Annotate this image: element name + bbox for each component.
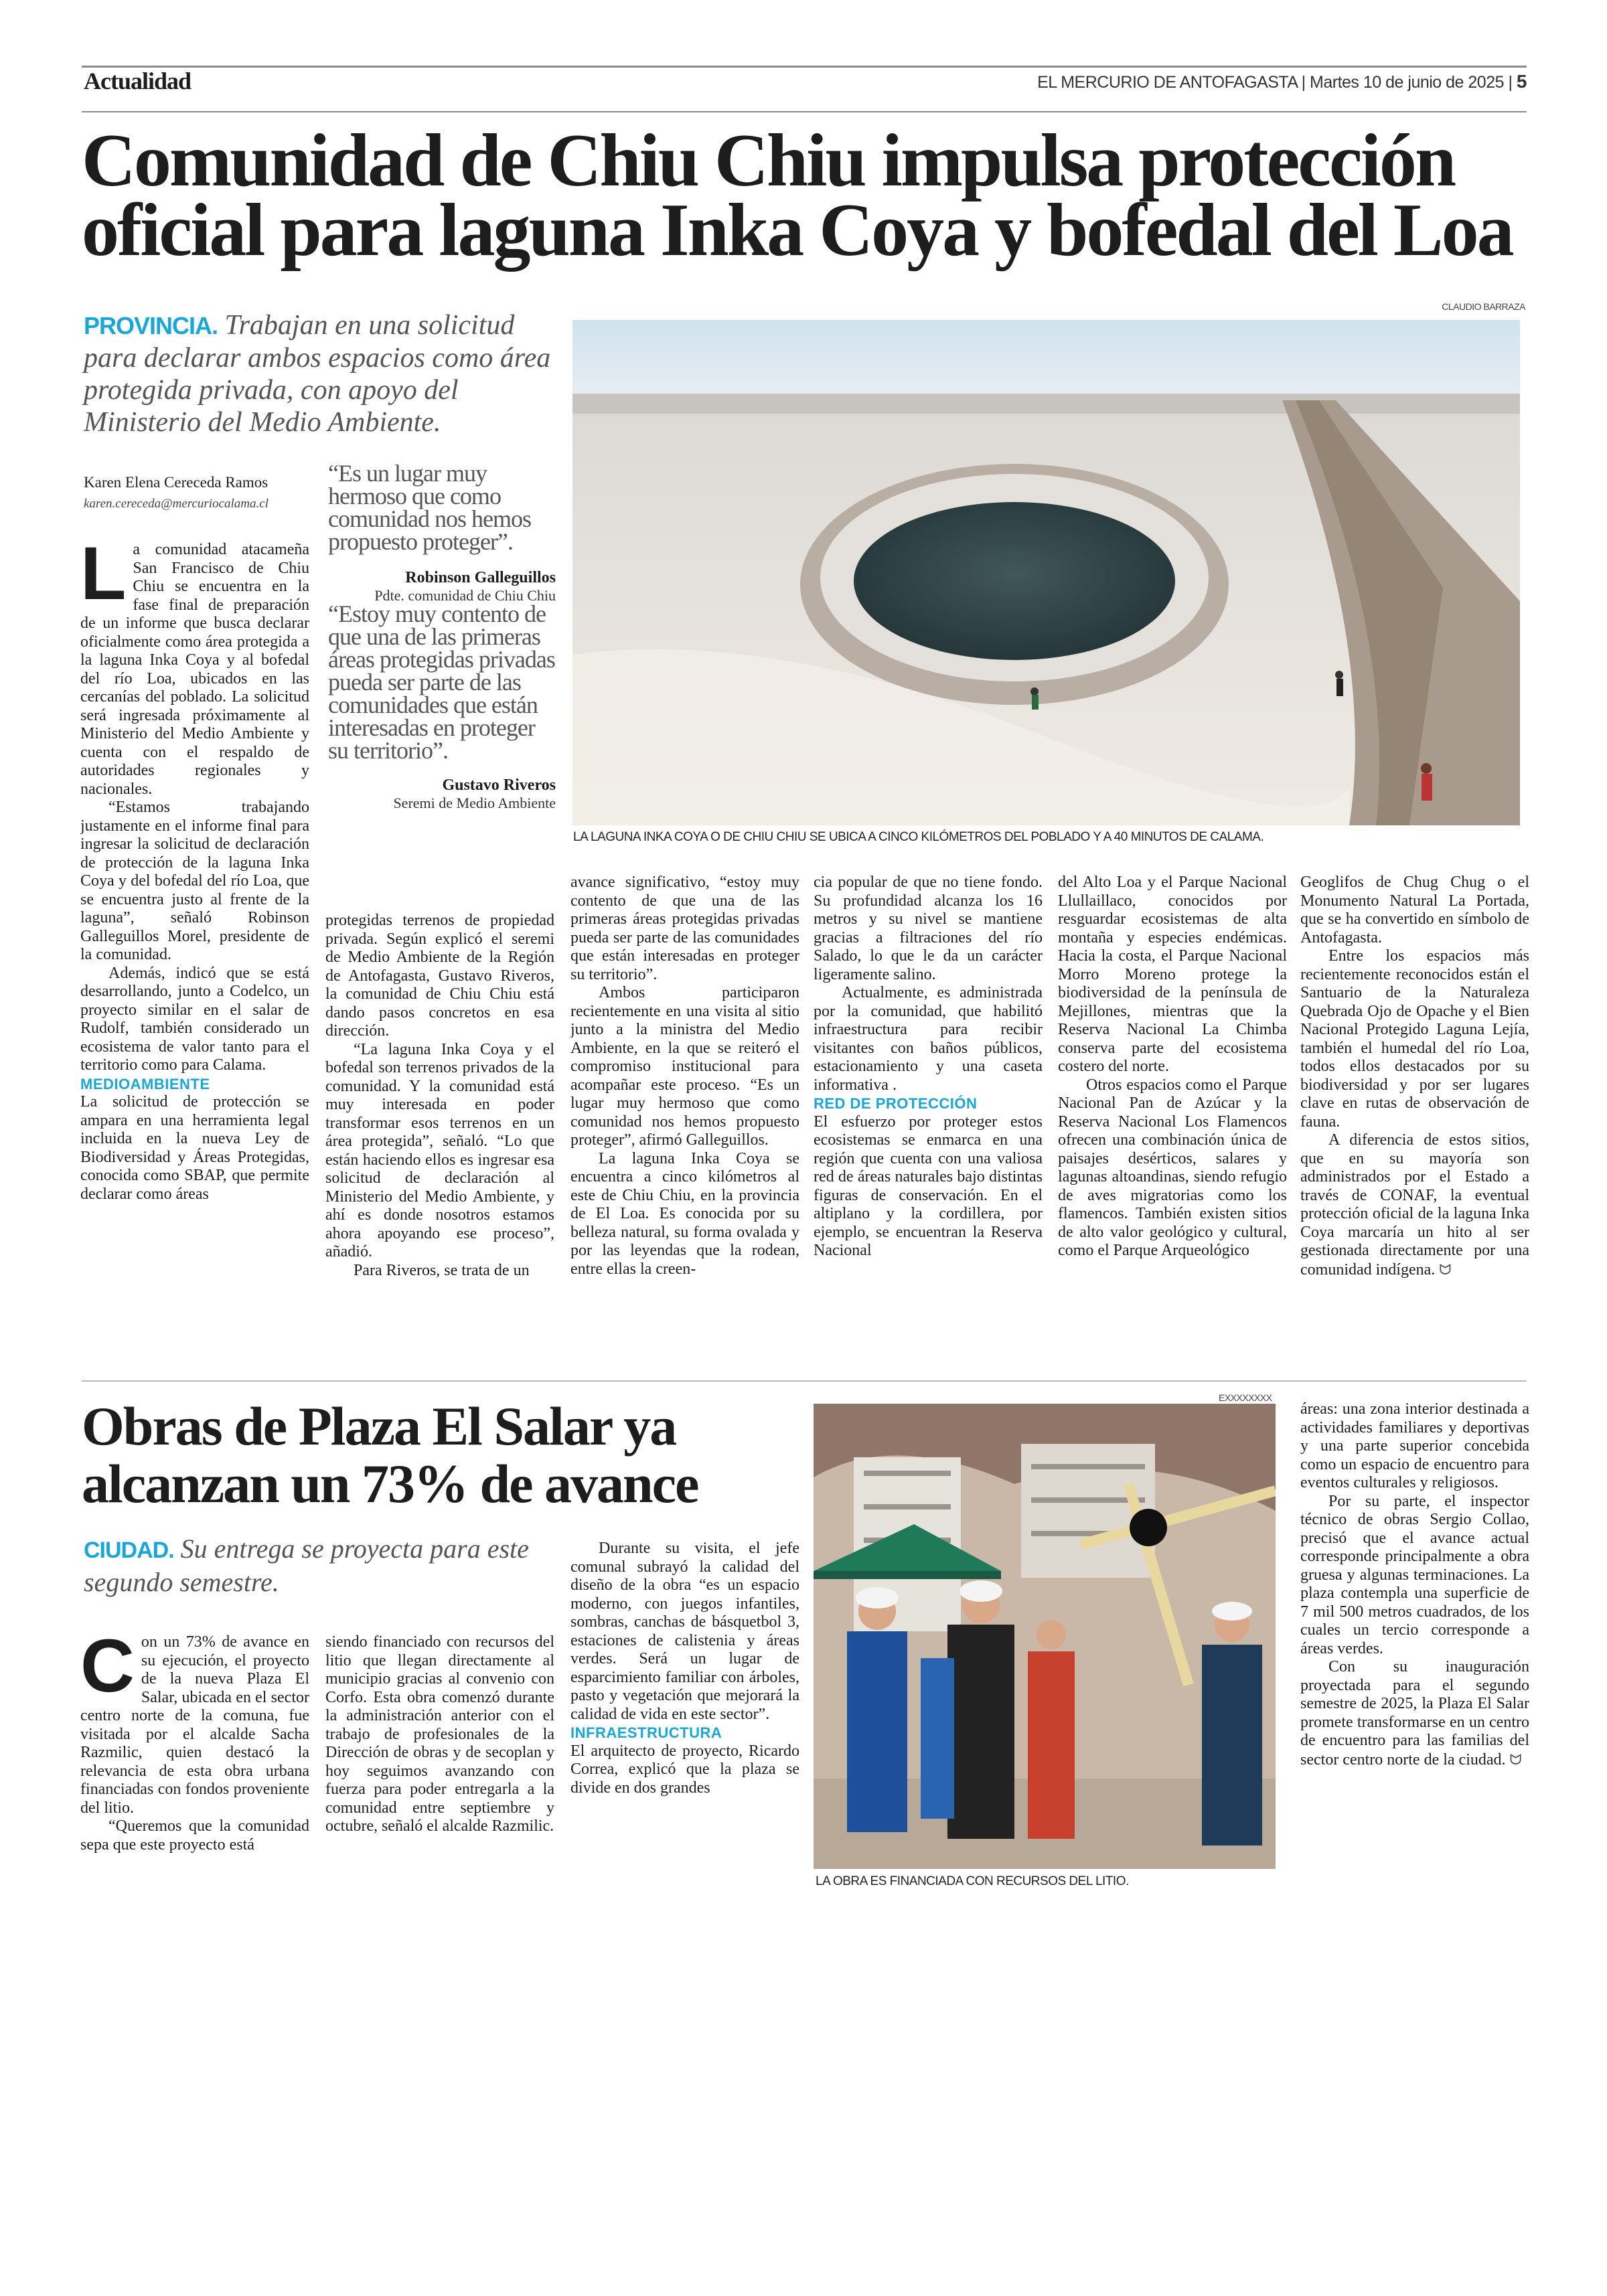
drop-cap: L [80,541,127,615]
article1-deck-text: Trabajan en una solicitud para declarar ambos espacios como área protegida privada, con apoyo del Ministerio del Medio Ambiente. [84,310,551,438]
end-of-article-icon: ᗢ [1439,1260,1452,1278]
quote-author: Robinson Galleguillos [405,569,556,586]
article1-headline [82,119,1555,272]
masthead: EL MERCURIO DE ANTOFAGASTA | Martes 10 de junio de 2025 | 5 [1037,71,1527,92]
publication-name: EL MERCURIO DE ANTOFAGASTA [1037,73,1298,92]
author-email[interactable]: karen.cereceda@mercuriocalama.cl [84,497,269,511]
headline-line-1: Comunidad de Chiu Chiu impulsa protección [82,119,1455,202]
quote-text: “Es un lugar muy hermoso que como comunidad nos hemos propuesto proteger”. [328,460,531,555]
paragraph: Además, indicó que se está desarrollando, junto a Codelco, un proyecto similar en el salar de Rudolf, también considerado un ecosistema de valor tanto para el territorio como para Calama. [80,964,309,1074]
photo1-credit: CLAUDIO BARRAZA [1442,301,1525,312]
pull-quote-2 [328,602,556,812]
photo-laguna-inka-coya [572,320,1520,825]
paragraph: A diferencia de estos sitios, que en su mayoría son administrados por el Estado a través de CONAF, la eventual protección oficial de la laguna Inka Coya marcaría un hito al ser gestionada directamente por una comunidad indígena. [1300,1131,1529,1279]
paragraph: a comunidad atacameña San Francisco de Chiu Chiu se encuentra en la fase final de preparación de un informe que busca declarar oficialmente como área protegida a la laguna Inka Coya y al bofedal del río Loa, ubicados en las cercanías del poblado. La solicitud será ingresada próximamente al Ministerio del Medio Ambiente y cuenta con el respaldo de autoridades regionales y nacionales. [80,541,309,798]
article1-column-6 [1300,874,1529,1371]
headline-line-1: Obras de Plaza El Salar ya [82,1396,676,1457]
headline-line-2: alcanzan un 73% de avance [82,1453,698,1514]
paragraph: El esfuerzo por proteger estos ecosistemas se enmarca en una región que cuenta con una valiosa red de áreas naturales bajo distintas figuras de conservación. En el altiplano y la cordillera, por ejemplo, se encuentran la Reserva Nacional [814,1113,1043,1259]
paragraph: avance significativo, “estoy muy contento de que una de las primeras áreas protegidas privadas pueda ser parte de las comunidades que están interesadas en proteger su territorio”. [570,874,799,983]
byline [84,474,318,511]
paragraph: Geoglifos de Chug Chug o el Monumento Natural La Portada, que se ha convertido en símbolo de Antofagasta. [1300,874,1529,947]
paragraph: cia popular de que no tiene fondo. Su profundidad alcanza los 16 metros y su nivel se mantiene gracias a filtraciones del río Salado, lo que le da un carácter ligeramente salino. [814,874,1043,983]
photo2-caption: LA OBRA ES FINANCIADA CON RECURSOS DEL LITIO. [816,1874,1129,1888]
article2-column-6 [1300,1400,1529,1916]
paragraph: Entre los espacios más recientemente reconocidos están el Santuario de la Naturaleza Quebrada Ojo de Opache y el Bien Nacional Protegido Laguna Lejía, también el humedal del río Loa, todos ellos destacados por su biodiversidad y por ser lugares clave en rutas de observación de fauna. [1300,947,1529,1131]
article1-column-1 [80,541,309,1371]
paragraph: Por su parte, el inspector técnico de obras Sergio Collao, precisó que el avance actual corresponde principalmente a obra gruesa y algunas terminaciones. La plaza contempla una superficie de 7 mil 500 metros cuadrados, de los cuales un tercio corresponde a áreas verdes. [1300,1492,1529,1657]
paragraph: on un 73% de avance en su ejecución, el proyecto de la nueva Plaza El Salar, ubicada en el sector centro norte de la comuna, fue visitada por el alcalde Sacha Razmilic, quien destacó la relevancia de esta obra urbana financiadas con fondos proveniente del litio. [80,1633,309,1817]
article1-deck [84,309,552,438]
article2-deck [84,1533,552,1598]
article1-column-2 [325,912,554,1371]
subhead-red-de-proteccion: RED DE PROTECCIÓN [814,1095,978,1112]
page-number: 5 [1516,71,1527,92]
header-rule [82,111,1527,112]
paragraph: Ambos participaron recientemente en una visita al sitio junto a la ministra del Medio Ambiente, en la que se reiteró el compromiso institucional para acompañar este proceso. “Es un lugar muy hermoso que como comunidad nos hemos propuesto proteger”, afirmó Galleguillos. [570,984,799,1149]
quote-text: “Estoy muy contento de que una de las primeras áreas protegidas privadas pueda ser parte de las comunidades que están interesadas en proteger su territorio”. [328,600,555,764]
construction-site-image [814,1404,1276,1869]
paragraph: Durante su visita, el jefe comunal subrayó la calidad del diseño de la obra “es un espacio moderno, con juegos infantiles, sombras, canchas de básquetbol 3, estaciones de calistenia y áreas verdes. Será un lugar de esparcimiento familiar con árboles, pasto y vegetación que mejorará la calidad de vida en este sector”. [570,1540,799,1723]
article1-kicker: PROVINCIA. [84,312,218,339]
subhead-infraestructura: INFRAESTRUCTURA [570,1724,722,1741]
author-name: Karen Elena Cereceda Ramos [84,474,269,491]
photo-plaza-el-salar [814,1404,1276,1869]
paragraph: “La laguna Inka Coya y el bofedal son terrenos privados de la comunidad. Y la comunidad está muy interesada en poder transformar esos terrenos en un área protegida”, señaló. “Lo que están haciendo ellos es ingresar esa solicitud de declaración al Ministerio del Medio Ambiente, y ahí es donde nosotros estamos ahora apoyando ese proceso”, añadió. [325,1040,554,1260]
article2-headline [82,1398,805,1513]
article1-column-4 [814,874,1043,1371]
paragraph: El arquitecto de proyecto, Ricardo Correa, explicó que la plaza se divide en dos grandes [570,1742,799,1797]
paragraph: Actualmente, es administrada por la comunidad, que habilitó infraestructura para recibir visitantes con baños públicos, estacionamiento y una caseta informativa . [814,984,1043,1094]
subhead-medioambiente: MEDIOAMBIENTE [80,1075,210,1092]
paragraph: Con su inauguración proyectada para el segundo semestre de 2025, la Plaza El Salar promete transformarse en un centro de encuentro para las familias del sector centro norte de la ciudad. [1300,1658,1529,1769]
paragraph: “Queremos que la comunidad sepa que este proyecto está [80,1817,309,1854]
paragraph: Para Riveros, se trata de un [354,1261,530,1279]
article1-column-5 [1058,874,1287,1371]
quote-role: Pdte. comunidad de Chiu Chiu [374,587,556,604]
article-divider [82,1380,1527,1382]
quote-role: Seremi de Medio Ambiente [393,795,556,811]
paragraph: La solicitud de protección se ampara en una herramienta legal incluida en la nueva Ley de Biodiversidad y Áreas Protegidas, conocida como SBAP, que permite declarar como áreas [80,1093,309,1203]
issue-date: Martes 10 de junio de 2025 [1310,73,1505,92]
drop-cap: C [80,1633,135,1708]
photo1-caption: LA LAGUNA INKA COYA O DE CHIU CHIU SE UBICA A CINCO KILÓMETROS DEL POBLADO Y A 40 MINUTOS DE CALAMA. [573,830,1264,844]
top-rule [82,66,1527,68]
pull-quote-1 [328,462,556,604]
paragraph: del Alto Loa y el Parque Nacional Llullaillaco, conocidos por resguardar ecosistemas de alta montaña y especies endémicas. Hacia la costa, el Parque Nacional Morro Moreno protege la biodiversidad de la península de Mejillones, mientras que la Reserva Nacional La Chimba conserva parte del ecosistema costero del norte. [1058,874,1287,1075]
article2-column-1 [80,1633,309,1914]
paragraph: La laguna Inka Coya se encuentra a cinco kilómetros al este de Chiu Chiu, en la provincia de El Loa. Es conocida por su belleza natural, su forma ovalada y por las leyendas que la rodean, entre ellas la creen- [570,1149,799,1278]
article1-column-3 [570,874,799,1371]
paragraph: áreas: una zona interior destinada a actividades familiares y deportivas y una parte superior concebida como un espacio de encuentro para eventos culturales y religiosos. [1300,1400,1529,1491]
laguna-aerial-image [572,320,1520,825]
paragraph: Otros espacios como el Parque Nacional Pan de Azúcar y la Reserva Nacional Los Flamencos ofrecen una combinación única de paisajes desérticos, salares y lagunas altoandinas, siendo refugio de aves migratorias como los flamencos. También existen sitios de alto valor geológico y cultural, como el Parque Arqueológico [1058,1076,1287,1259]
article2-deck-text: Su entrega se proyecta para este segundo semestre. [84,1534,529,1597]
article2-column-3 [570,1540,799,1914]
paragraph: “Estamos trabajando justamente en el informe final para ingresar la solicitud de declaración de protección de la laguna Inka Coya y del bofedal del río Loa, que se encuentra justo al frente de la laguna”, señaló Robinson Galleguillos Morel, presidente de la comunidad. [80,799,309,963]
article2-column-2 [325,1633,554,1914]
paragraph: protegidas terrenos de propiedad privada. Según explicó el seremi de Medio Ambiente de la Región de Antofagasta, Gustavo Riveros, la comunidad de Chiu Chiu está dando pasos concretos en esa dirección. [325,912,554,1040]
quote-author: Gustavo Riveros [442,776,556,794]
headline-line-2: oficial para laguna Inka Coya y bofedal del Loa [82,189,1513,272]
paragraph: siendo financiado con recursos del litio que llegan directamente al municipio gracias al convenio con Corfo. Esta obra comenzó durante la administración anterior con el trabajo de profesionales de la Dirección de obras y de secoplan y hoy seguimos avanzando con fuerza para poder entregarla a la comunidad entre septiembre y octubre, señaló el alcalde Razmilic. [325,1633,554,1835]
article2-kicker: CIUDAD. [84,1538,174,1563]
end-of-article-icon: ᗢ [1509,1750,1522,1768]
photo2-credit: EXXXXXXXX [1219,1392,1272,1403]
section-label: Actualidad [84,68,192,94]
